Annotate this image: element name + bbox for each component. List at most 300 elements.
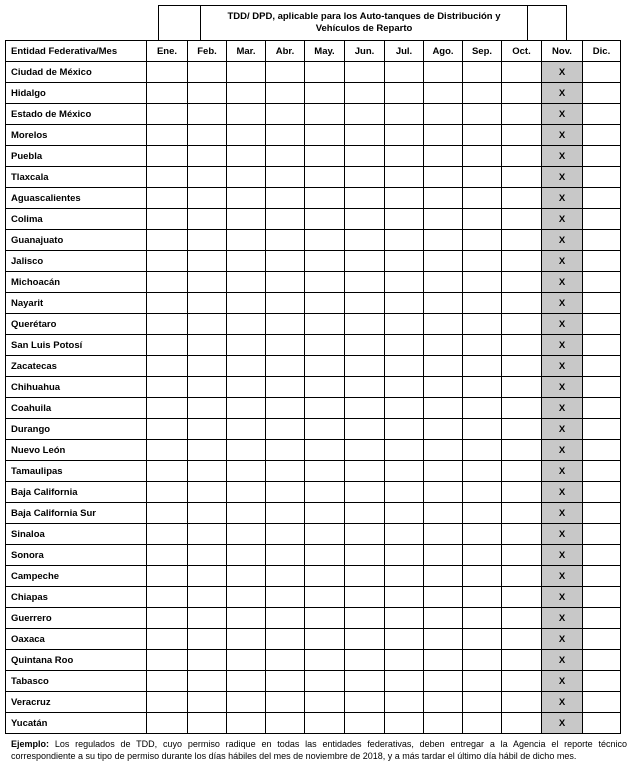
month-empty-cell	[266, 272, 305, 293]
month-empty-cell	[385, 440, 424, 461]
entity-name: Querétaro	[6, 314, 147, 335]
month-empty-cell	[463, 251, 502, 272]
month-mark-cell: X	[542, 440, 583, 461]
entity-name: Quintana Roo	[6, 650, 147, 671]
month-header: Jun.	[345, 41, 385, 62]
month-empty-cell	[345, 566, 385, 587]
month-empty-cell	[266, 482, 305, 503]
month-empty-cell	[502, 335, 542, 356]
month-empty-cell	[463, 104, 502, 125]
month-empty-cell	[385, 293, 424, 314]
month-mark-cell: X	[542, 503, 583, 524]
month-empty-cell	[305, 671, 345, 692]
month-empty-cell	[424, 83, 463, 104]
month-empty-cell	[147, 62, 188, 83]
month-empty-cell	[345, 251, 385, 272]
table-row	[6, 524, 621, 545]
month-empty-cell	[345, 209, 385, 230]
month-mark-cell: X	[542, 146, 583, 167]
month-mark-cell: X	[542, 272, 583, 293]
header-blank-left	[159, 6, 201, 41]
month-empty-cell	[227, 209, 266, 230]
month-empty-cell	[266, 356, 305, 377]
month-empty-cell	[305, 104, 345, 125]
month-empty-cell	[266, 104, 305, 125]
month-empty-cell	[345, 104, 385, 125]
month-empty-cell	[385, 125, 424, 146]
month-empty-cell	[502, 167, 542, 188]
table-row	[6, 293, 621, 314]
month-empty-cell	[266, 461, 305, 482]
month-empty-cell	[345, 650, 385, 671]
month-empty-cell	[463, 629, 502, 650]
month-empty-cell	[266, 125, 305, 146]
month-empty-cell	[147, 503, 188, 524]
month-empty-cell	[502, 293, 542, 314]
table-row	[6, 251, 621, 272]
month-empty-cell	[502, 650, 542, 671]
month-empty-cell	[463, 377, 502, 398]
month-empty-cell	[385, 608, 424, 629]
month-empty-cell	[188, 503, 227, 524]
month-empty-cell	[188, 650, 227, 671]
month-empty-cell	[266, 293, 305, 314]
table-row	[6, 335, 621, 356]
month-empty-cell	[305, 293, 345, 314]
month-empty-cell	[305, 125, 345, 146]
month-empty-cell	[463, 566, 502, 587]
table-row	[6, 419, 621, 440]
month-empty-cell	[583, 104, 621, 125]
footnote-lead: Ejemplo:	[11, 739, 50, 749]
month-empty-cell	[424, 167, 463, 188]
month-empty-cell	[583, 419, 621, 440]
month-empty-cell	[305, 377, 345, 398]
month-empty-cell	[147, 251, 188, 272]
month-mark-cell: X	[542, 62, 583, 83]
month-empty-cell	[345, 377, 385, 398]
month-empty-cell	[583, 482, 621, 503]
month-empty-cell	[463, 650, 502, 671]
month-empty-cell	[147, 482, 188, 503]
table-row	[6, 545, 621, 566]
month-empty-cell	[147, 608, 188, 629]
month-empty-cell	[305, 209, 345, 230]
month-empty-cell	[502, 146, 542, 167]
month-empty-cell	[345, 713, 385, 734]
month-empty-cell	[583, 503, 621, 524]
month-empty-cell	[583, 461, 621, 482]
month-empty-cell	[583, 566, 621, 587]
month-mark-cell: X	[542, 230, 583, 251]
table-row	[6, 713, 621, 734]
month-empty-cell	[502, 356, 542, 377]
month-empty-cell	[188, 524, 227, 545]
month-empty-cell	[385, 629, 424, 650]
month-empty-cell	[502, 377, 542, 398]
month-empty-cell	[502, 545, 542, 566]
table-row	[6, 146, 621, 167]
month-empty-cell	[188, 566, 227, 587]
month-empty-cell	[147, 629, 188, 650]
month-empty-cell	[424, 503, 463, 524]
month-empty-cell	[583, 629, 621, 650]
footnote-text: Los regulados de TDD, cuyo permiso radique en todas las entidades federativas, deben entregar a la Agencia el reporte técnico correspondiente a su tipo de permiso durante los días hábiles del mes de noviembre de 2018, y a más tardar el último día hábil de dicho mes.	[11, 739, 627, 761]
month-empty-cell	[385, 587, 424, 608]
month-empty-cell	[424, 104, 463, 125]
month-empty-cell	[345, 167, 385, 188]
month-empty-cell	[345, 629, 385, 650]
entity-name: Colima	[6, 209, 147, 230]
month-empty-cell	[147, 104, 188, 125]
month-empty-cell	[305, 251, 345, 272]
month-mark-cell: X	[542, 335, 583, 356]
month-empty-cell	[345, 587, 385, 608]
entity-name: Guerrero	[6, 608, 147, 629]
month-empty-cell	[424, 62, 463, 83]
table-row	[6, 125, 621, 146]
month-empty-cell	[502, 713, 542, 734]
month-empty-cell	[345, 188, 385, 209]
month-empty-cell	[147, 398, 188, 419]
table-row	[6, 503, 621, 524]
month-empty-cell	[463, 587, 502, 608]
month-empty-cell	[424, 482, 463, 503]
table-body	[6, 62, 621, 734]
entity-name: Veracruz	[6, 692, 147, 713]
month-empty-cell	[227, 440, 266, 461]
month-empty-cell	[147, 230, 188, 251]
month-empty-cell	[345, 293, 385, 314]
month-empty-cell	[305, 650, 345, 671]
month-empty-cell	[502, 566, 542, 587]
month-empty-cell	[502, 209, 542, 230]
month-header: Abr.	[266, 41, 305, 62]
month-mark-cell: X	[542, 377, 583, 398]
month-empty-cell	[188, 587, 227, 608]
month-empty-cell	[188, 125, 227, 146]
entity-name: Durango	[6, 419, 147, 440]
month-empty-cell	[188, 293, 227, 314]
month-empty-cell	[266, 692, 305, 713]
month-empty-cell	[424, 524, 463, 545]
month-empty-cell	[147, 650, 188, 671]
month-empty-cell	[345, 671, 385, 692]
month-empty-cell	[385, 167, 424, 188]
document-title	[201, 6, 528, 41]
month-empty-cell	[305, 83, 345, 104]
entity-name: Estado de México	[6, 104, 147, 125]
month-empty-cell	[502, 251, 542, 272]
table-row	[6, 272, 621, 293]
month-empty-cell	[188, 608, 227, 629]
month-empty-cell	[385, 671, 424, 692]
month-empty-cell	[502, 398, 542, 419]
month-empty-cell	[147, 293, 188, 314]
month-empty-cell	[583, 83, 621, 104]
month-empty-cell	[266, 545, 305, 566]
month-empty-cell	[305, 167, 345, 188]
month-empty-cell	[147, 524, 188, 545]
month-empty-cell	[345, 230, 385, 251]
month-empty-cell	[424, 146, 463, 167]
month-empty-cell	[502, 671, 542, 692]
month-empty-cell	[345, 545, 385, 566]
month-empty-cell	[345, 146, 385, 167]
month-empty-cell	[188, 482, 227, 503]
month-header: May.	[305, 41, 345, 62]
month-empty-cell	[385, 692, 424, 713]
month-empty-cell	[463, 524, 502, 545]
month-empty-cell	[147, 377, 188, 398]
month-empty-cell	[583, 167, 621, 188]
month-empty-cell	[147, 125, 188, 146]
month-empty-cell	[227, 146, 266, 167]
month-mark-cell: X	[542, 314, 583, 335]
month-empty-cell	[345, 356, 385, 377]
month-empty-cell	[502, 503, 542, 524]
month-mark-cell: X	[542, 209, 583, 230]
month-empty-cell	[227, 503, 266, 524]
month-empty-cell	[385, 335, 424, 356]
month-mark-cell: X	[542, 167, 583, 188]
month-empty-cell	[266, 629, 305, 650]
month-empty-cell	[266, 377, 305, 398]
entity-name: Nayarit	[6, 293, 147, 314]
month-empty-cell	[424, 293, 463, 314]
month-empty-cell	[345, 125, 385, 146]
month-empty-cell	[385, 713, 424, 734]
month-empty-cell	[583, 545, 621, 566]
month-empty-cell	[463, 83, 502, 104]
month-empty-cell	[188, 209, 227, 230]
month-empty-cell	[463, 125, 502, 146]
month-empty-cell	[188, 440, 227, 461]
month-empty-cell	[305, 545, 345, 566]
table-row	[6, 608, 621, 629]
month-header: Oct.	[502, 41, 542, 62]
month-empty-cell	[227, 566, 266, 587]
month-empty-cell	[305, 62, 345, 83]
month-header: Jul.	[385, 41, 424, 62]
month-empty-cell	[463, 335, 502, 356]
month-empty-cell	[147, 566, 188, 587]
month-empty-cell	[188, 272, 227, 293]
month-empty-cell	[583, 587, 621, 608]
month-empty-cell	[147, 419, 188, 440]
month-empty-cell	[188, 713, 227, 734]
month-empty-cell	[424, 608, 463, 629]
month-empty-cell	[188, 251, 227, 272]
month-empty-cell	[147, 83, 188, 104]
month-empty-cell	[385, 146, 424, 167]
month-empty-cell	[502, 314, 542, 335]
month-empty-cell	[305, 587, 345, 608]
entity-name: Zacatecas	[6, 356, 147, 377]
month-empty-cell	[502, 524, 542, 545]
month-empty-cell	[463, 272, 502, 293]
month-mark-cell: X	[542, 251, 583, 272]
month-empty-cell	[227, 356, 266, 377]
month-empty-cell	[227, 398, 266, 419]
month-empty-cell	[424, 629, 463, 650]
month-empty-cell	[583, 524, 621, 545]
month-empty-cell	[227, 167, 266, 188]
entity-name: Tabasco	[6, 671, 147, 692]
entity-name: Chihuahua	[6, 377, 147, 398]
month-empty-cell	[147, 440, 188, 461]
month-empty-cell	[227, 62, 266, 83]
month-mark-cell: X	[542, 713, 583, 734]
month-empty-cell	[583, 671, 621, 692]
entity-name: Ciudad de México	[6, 62, 147, 83]
month-empty-cell	[385, 83, 424, 104]
month-empty-cell	[502, 104, 542, 125]
month-empty-cell	[188, 629, 227, 650]
month-empty-cell	[305, 608, 345, 629]
month-empty-cell	[227, 230, 266, 251]
table-row	[6, 482, 621, 503]
month-empty-cell	[385, 545, 424, 566]
month-empty-cell	[583, 335, 621, 356]
month-empty-cell	[147, 671, 188, 692]
month-empty-cell	[305, 524, 345, 545]
month-empty-cell	[147, 545, 188, 566]
month-empty-cell	[188, 377, 227, 398]
month-empty-cell	[424, 251, 463, 272]
month-empty-cell	[385, 272, 424, 293]
month-empty-cell	[463, 503, 502, 524]
month-empty-cell	[305, 146, 345, 167]
month-empty-cell	[345, 503, 385, 524]
month-empty-cell	[424, 125, 463, 146]
month-empty-cell	[424, 230, 463, 251]
entity-name: Puebla	[6, 146, 147, 167]
month-empty-cell	[305, 713, 345, 734]
month-empty-cell	[385, 104, 424, 125]
month-empty-cell	[305, 188, 345, 209]
month-empty-cell	[227, 650, 266, 671]
month-empty-cell	[227, 587, 266, 608]
title-line-1: TDD/ DPD, aplicable para los Auto-tanques de Distribución y	[227, 11, 501, 22]
month-empty-cell	[266, 83, 305, 104]
month-empty-cell	[345, 62, 385, 83]
month-empty-cell	[463, 209, 502, 230]
month-empty-cell	[345, 314, 385, 335]
month-empty-cell	[463, 608, 502, 629]
month-empty-cell	[345, 608, 385, 629]
month-empty-cell	[583, 209, 621, 230]
month-empty-cell	[188, 671, 227, 692]
month-empty-cell	[385, 62, 424, 83]
table-row	[6, 692, 621, 713]
month-empty-cell	[385, 503, 424, 524]
month-empty-cell	[188, 104, 227, 125]
title-line-2: Vehículos de Reparto	[315, 23, 413, 34]
month-empty-cell	[147, 167, 188, 188]
month-empty-cell	[305, 356, 345, 377]
month-empty-cell	[463, 419, 502, 440]
month-empty-cell	[266, 314, 305, 335]
month-header: Feb.	[188, 41, 227, 62]
month-empty-cell	[305, 335, 345, 356]
month-empty-cell	[502, 62, 542, 83]
month-empty-cell	[424, 398, 463, 419]
entity-name: Coahuila	[6, 398, 147, 419]
entity-column-header: Entidad Federativa/Mes	[6, 41, 147, 62]
month-mark-cell: X	[542, 83, 583, 104]
month-empty-cell	[385, 650, 424, 671]
month-empty-cell	[147, 335, 188, 356]
month-empty-cell	[147, 692, 188, 713]
month-empty-cell	[502, 440, 542, 461]
month-empty-cell	[305, 566, 345, 587]
month-empty-cell	[424, 440, 463, 461]
month-empty-cell	[502, 629, 542, 650]
month-empty-cell	[583, 251, 621, 272]
month-empty-cell	[147, 146, 188, 167]
month-empty-cell	[463, 146, 502, 167]
month-empty-cell	[266, 167, 305, 188]
month-empty-cell	[305, 503, 345, 524]
month-empty-cell	[227, 272, 266, 293]
month-empty-cell	[305, 692, 345, 713]
month-empty-cell	[463, 482, 502, 503]
month-empty-cell	[305, 461, 345, 482]
month-empty-cell	[583, 356, 621, 377]
month-empty-cell	[583, 692, 621, 713]
month-mark-cell: X	[542, 566, 583, 587]
entity-name: Yucatán	[6, 713, 147, 734]
table-row	[6, 83, 621, 104]
month-empty-cell	[227, 125, 266, 146]
month-mark-cell: X	[542, 398, 583, 419]
month-empty-cell	[385, 461, 424, 482]
month-empty-cell	[583, 713, 621, 734]
month-empty-cell	[147, 356, 188, 377]
month-empty-cell	[147, 188, 188, 209]
month-empty-cell	[305, 440, 345, 461]
month-empty-cell	[227, 671, 266, 692]
month-empty-cell	[345, 461, 385, 482]
month-empty-cell	[305, 230, 345, 251]
month-empty-cell	[266, 503, 305, 524]
month-empty-cell	[385, 188, 424, 209]
month-mark-cell: X	[542, 419, 583, 440]
month-empty-cell	[583, 272, 621, 293]
month-empty-cell	[266, 419, 305, 440]
entity-name: Campeche	[6, 566, 147, 587]
table-row	[6, 629, 621, 650]
month-empty-cell	[463, 314, 502, 335]
entity-name: Michoacán	[6, 272, 147, 293]
month-empty-cell	[385, 251, 424, 272]
month-empty-cell	[188, 62, 227, 83]
month-mark-cell: X	[542, 356, 583, 377]
month-empty-cell	[424, 335, 463, 356]
month-empty-cell	[424, 671, 463, 692]
month-empty-cell	[147, 713, 188, 734]
month-empty-cell	[424, 650, 463, 671]
month-empty-cell	[502, 587, 542, 608]
month-empty-cell	[424, 209, 463, 230]
month-empty-cell	[188, 83, 227, 104]
month-empty-cell	[583, 377, 621, 398]
month-empty-cell	[463, 188, 502, 209]
month-empty-cell	[463, 440, 502, 461]
table-header-row	[6, 41, 621, 62]
month-mark-cell: X	[542, 461, 583, 482]
